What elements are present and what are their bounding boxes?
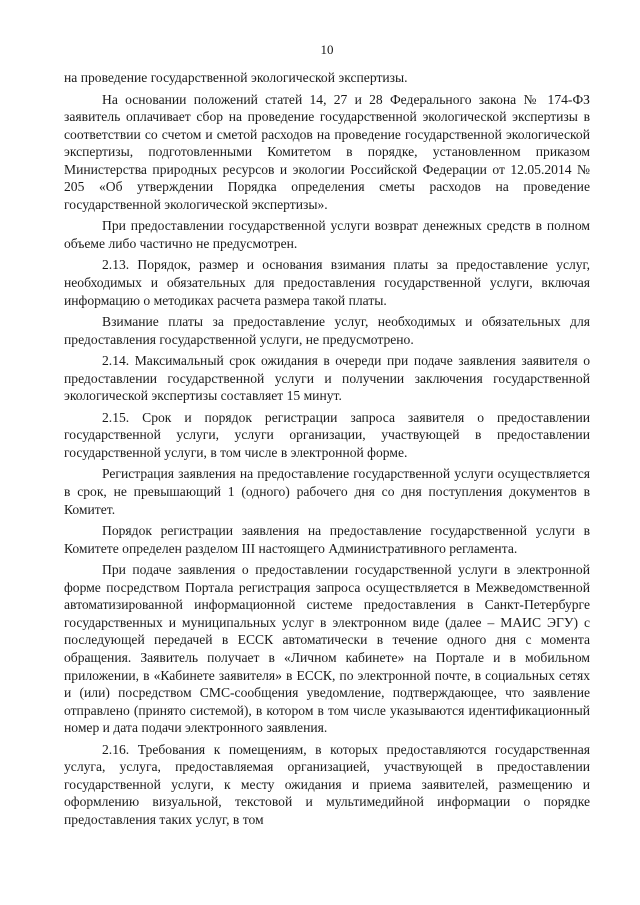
paragraph-registration-term: Регистрация заявления на предоставление государственной услуги осуществляется в срок, не превышающий 1 (одного) рабочего дня со дня поступления документов в Комитет. <box>64 466 590 517</box>
paragraph-no-refund: При предоставлении государственной услуги возврат денежных средств в полном объеме либо частично не предусмотрен. <box>64 218 590 251</box>
paragraph-2-16-premises: 2.16. Требования к помещениям, в которых предоставляются государственная услуга, услуга, предоставляемая организацией, участвующей в предоставлении государственной услуги, к месту ожидания и приема заявителей, размещению и оформлению визуальной, текстовой и мультимедийной информации о порядке предоставления таких услуг, в том <box>64 741 590 827</box>
paragraph-2-14-waiting-time: 2.14. Максимальный срок ожидания в очереди при подаче заявления заявителя о предоставлении государственной услуги и получении заключения государственной экологической экспертизы составляет 15 минут. <box>64 353 590 404</box>
paragraph-continuation: на проведение государственной экологической экспертизы. <box>64 70 408 85</box>
paragraph-registration-order: Порядок регистрации заявления на предоставление государственной услуги в Комитете определен разделом III настоящего Административного регламента. <box>64 523 590 556</box>
paragraph-fee-basis: На основании положений статей 14, 27 и 28 Федерального закона № 174-ФЗ заявитель оплачивает сбор на проведение государственной экологической экспертизы в соответствии со счетом и сметой расходов на проведение государственной экологической экспертизы, подготовленными Комитетом в порядке, установленном приказом Министерства природных ресурсов и экологии Российской Федерации от 12.05.2014 № 205 «Об утверждении Порядка определения сметы расходов на проведение государственной экологической экспертизы». <box>64 91 590 212</box>
paragraph-electronic-submission: При подаче заявления о предоставлении государственной услуги в электронной форме посредством Портала регистрация запроса осуществляется в Межведомственной автоматизированной информационной системе предоставления в Санкт-Петербурге государственных и муниципальных услуг в электронном виде (далее – МАИС ЭГУ) с последующей передачей в ЕССК автоматически в течение одного дня с момента обращения. Заявитель получает в «Личном кабинете» на Портале и в мобильном приложении, в «Кабинете заявителя» в ЕССК, по электронной почте, в социальных сетях и (или) посредством СМС-сообщения уведомление, подтверждающее, что заявление отправлено (принято системой), в котором в том числе указываются идентификационный номер и дата подачи электронного заявления. <box>64 562 590 736</box>
paragraph-no-fee: Взимание платы за предоставление услуг, необходимых и обязательных для предоставления государственной услуги, не предусмотрено. <box>64 314 590 347</box>
page-number: 10 <box>320 42 334 57</box>
paragraph-2-13-heading: 2.13. Порядок, размер и основания взимания платы за предоставление услуг, необходимых и обязательных для предоставления государственной услуги, включая информацию о методиках расчета размера такой платы. <box>64 257 590 308</box>
paragraph-2-15-heading: 2.15. Срок и порядок регистрации запроса заявителя о предоставлении государственной услуги, услуги организации, участвующей в предоставлении государственной услуги, в том числе в электронной форме. <box>64 409 590 460</box>
